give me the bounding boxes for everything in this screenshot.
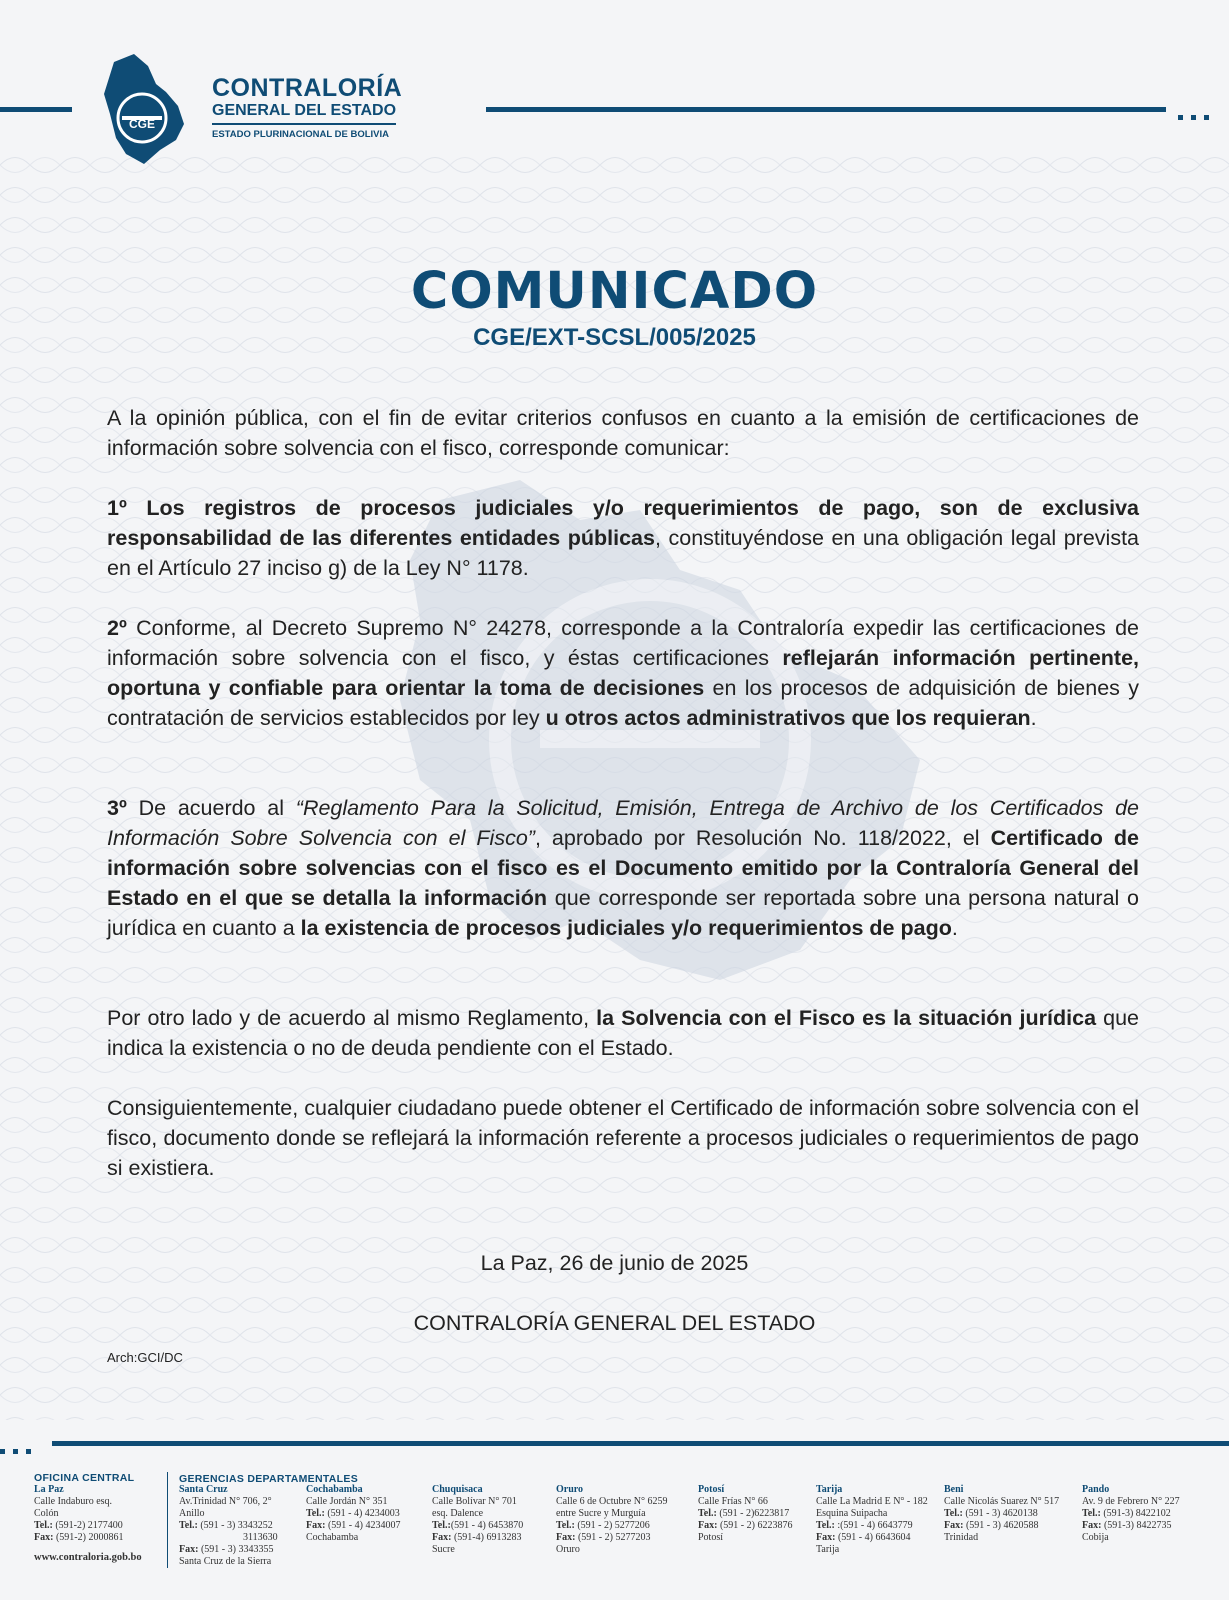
header-rule-left <box>0 107 72 112</box>
office-address-1: Calle 6 de Octubre N° 6259 <box>556 1496 668 1507</box>
central-office-address-2: Colón <box>34 1508 59 1519</box>
fax-label: Fax: <box>944 1520 964 1531</box>
office-place: Sucre <box>432 1544 455 1555</box>
point-2-number: 2º <box>107 616 127 640</box>
document-title: COMUNICADO <box>410 262 819 321</box>
point-2-bold-b: u otros actos administrativos que los requieran <box>545 706 1031 730</box>
office-tel: (591 - 3) 4620138 <box>962 1508 1038 1519</box>
office-chuquisaca <box>432 1484 554 1556</box>
intro-text: A la opinión pública, con el fin de evitar criterios confusos en cuanto a la emisión de certificaciones de información sobre solvencia con el fisco, corresponde comunicar: <box>107 406 1139 460</box>
brand-name-line2: GENERAL DEL ESTADO <box>212 102 397 119</box>
office-fax: (591 - 2) 5277203 <box>575 1532 651 1543</box>
office-cochabamba <box>306 1484 428 1544</box>
solvency-text-a: Por otro lado y de acuerdo al mismo Reglamento, <box>107 1006 597 1030</box>
tel-label: Tel.: <box>556 1520 575 1531</box>
office-address-1: Calle Nicolás Suarez N° 517 <box>944 1496 1060 1507</box>
office-address-2: Anillo <box>179 1508 205 1519</box>
point-1-text: , constituyéndose en una obligación legal prevista en el Artículo 27 inciso g) de la Ley N° 1178. <box>107 526 1139 580</box>
office-address-2: esq. Dalence <box>432 1508 484 1519</box>
tel-label: Tel.: <box>1082 1508 1101 1519</box>
office-place: Oruro <box>556 1544 580 1555</box>
office-address-1: Av. 9 de Febrero N° 227 <box>1082 1496 1180 1507</box>
office-fax: (591 - 4) 6643604 <box>835 1532 911 1543</box>
document-date: La Paz, 26 de junio de 2025 <box>480 1251 749 1275</box>
footer-dots <box>0 1441 39 1446</box>
archive-code: Arch:GCI/DC <box>107 1350 183 1365</box>
tel-label: Tel.: <box>698 1508 717 1519</box>
office-city: Pando <box>1082 1484 1110 1495</box>
fax-label: Fax: <box>306 1520 326 1531</box>
paragraph-intro <box>107 403 1139 463</box>
header-rule-right <box>486 107 1166 112</box>
office-address-1: Calle La Madrid E N° - 182 <box>816 1496 928 1507</box>
office-address-1: Calle Frías N° 66 <box>698 1496 768 1507</box>
office-city: Cochabamba <box>306 1484 363 1495</box>
fax-label: Fax: <box>1082 1520 1102 1531</box>
brand-name-line1: CONTRALORÍA <box>212 74 403 102</box>
office-tel: (591 - 4) 6453870 <box>450 1520 524 1531</box>
office-fax: (591 - 3) 3343355 <box>198 1544 274 1555</box>
point-3-text-d: . <box>951 916 958 940</box>
fax-label: Fax: <box>179 1544 199 1555</box>
conclusion-text: Consiguientemente, cualquier ciudadano puede obtener el Certificado de información sobre solvencia con el fisco, documento donde se reflejará la información referente a procesos judiciales o requerimientos de pago si existiera. <box>107 1096 1139 1180</box>
paragraph-solvency <box>107 1003 1139 1063</box>
point-2-text-a: Conforme, al Decreto Supremo N° 24278, corresponde a la Contraloría expedir las certificaciones de información sobre solvencia con el fisco, y éstas certificaciones <box>107 616 1139 670</box>
signature-organization: CONTRALORÍA GENERAL DEL ESTADO <box>413 1311 816 1335</box>
brand-block <box>212 74 402 140</box>
point-3-text-b: , aprobado por Resolución No. 118/2022, el <box>534 826 991 850</box>
office-santa-cruz <box>179 1484 301 1568</box>
point-3-bold-a: Certificado de información sobre solvencias con el fisco es el Documento emitido por la Contraloría General del Estado en el que se detalla la información <box>107 826 1139 910</box>
office-city: Tarija <box>816 1484 843 1495</box>
office-tel-extra: 3113630 <box>243 1532 278 1543</box>
office-address-2: entre Sucre y Murguía <box>556 1508 646 1519</box>
footer-rule <box>52 1441 1229 1446</box>
footer-divider <box>167 1472 168 1568</box>
office-fax: (591 - 4) 4234007 <box>325 1520 401 1531</box>
office-place: Santa Cruz de la Sierra <box>179 1556 272 1567</box>
point-3-text-a: De acuerdo al <box>126 796 296 820</box>
office-place: Potosí <box>698 1532 724 1543</box>
fax-label: Fax: <box>816 1532 836 1543</box>
office-place: Cobija <box>1082 1532 1109 1543</box>
office-fax: (591-3) 8422735 <box>1101 1520 1172 1531</box>
point-2-text-c: . <box>1030 706 1037 730</box>
office-city: Chuquisaca <box>432 1484 483 1495</box>
brand-rule <box>212 123 396 125</box>
office-fax: (591 - 2) 6223876 <box>717 1520 793 1531</box>
paragraph-point-3 <box>107 793 1139 943</box>
central-tel-label: Tel.: <box>34 1520 53 1531</box>
point-1-bold-text: Los registros de procesos judiciales y/o requerimientos de pago, son de exclusiva responsabilidad de las diferentes entidades públicas <box>107 496 1139 550</box>
point-3-regulation-title: “Reglamento Para la Solicitud, Emisión, Entrega de Archivo de los Certificados de Información Sobre Solvencia con el Fisco” <box>107 796 1139 850</box>
point-3-number: 3º <box>107 796 127 820</box>
office-place: Tarija <box>816 1544 840 1555</box>
office-place: Cochabamba <box>306 1532 359 1543</box>
document-reference: CGE/EXT-SCSL/005/2025 <box>473 324 756 351</box>
paragraph-point-2 <box>107 613 1139 733</box>
tel-label: Tel.: <box>432 1520 451 1531</box>
point-3-bold-b: la existencia de procesos judiciales y/o requerimientos de pago <box>300 916 952 940</box>
office-pando <box>1082 1484 1222 1544</box>
office-address-1: Calle Bolívar N° 701 <box>432 1496 517 1507</box>
tel-label: Tel.: <box>944 1508 963 1519</box>
point-3-text-c: que corresponde ser reportada sobre una persona natural o jurídica en cuanto a <box>107 886 1140 940</box>
office-address-1: Calle Jordán N° 351 <box>306 1496 388 1507</box>
central-office-heading: OFICINA CENTRAL <box>34 1472 135 1484</box>
tel-label: Tel.: <box>306 1508 325 1519</box>
office-tel: :(591 - 4) 6643779 <box>834 1520 913 1531</box>
solvency-bold: la Solvencia con el Fisco es la situación jurídica <box>596 1006 1097 1030</box>
logo-text: CGE <box>128 117 156 131</box>
office-place: Trinidad <box>944 1532 979 1543</box>
fax-label: Fax: <box>556 1532 576 1543</box>
header-dots <box>1178 107 1229 112</box>
office-tel: (591 - 3) 3343252 <box>197 1520 273 1531</box>
central-fax-label: Fax: <box>34 1532 54 1543</box>
office-fax: (591 - 3) 4620588 <box>963 1520 1039 1531</box>
footer-central-office <box>34 1472 164 1544</box>
point-2-text-b: en los procesos de adquisición de bienes y contratación de servicios establecidos por ley <box>107 676 1139 730</box>
paragraph-conclusion <box>107 1093 1139 1183</box>
office-city: Potosí <box>698 1484 725 1495</box>
solvency-text-b: que indica la existencia o no de deuda pendiente con el Estado. <box>107 1006 1139 1060</box>
fax-label: Fax: <box>432 1532 452 1543</box>
fax-label: Fax: <box>698 1520 718 1531</box>
office-address-2: Esquina Suipacha <box>816 1508 888 1519</box>
tel-label: Tel.: <box>816 1520 835 1531</box>
office-oruro <box>556 1484 694 1556</box>
office-city: Santa Cruz <box>179 1484 228 1495</box>
office-tel: (591-3) 8422102 <box>1100 1508 1171 1519</box>
office-tel: (591 - 2)6223817 <box>716 1508 790 1519</box>
central-tel: (591-2) 2177400 <box>52 1520 123 1531</box>
office-tel: (591 - 4) 4234003 <box>324 1508 400 1519</box>
office-tel: (591 - 2) 5277206 <box>574 1520 650 1531</box>
point-2-bold-a: reflejarán información pertinente, oportuna y confiable para orientar la toma de decisiones <box>107 646 1139 700</box>
cge-logo-icon <box>104 54 184 164</box>
departmental-offices-heading: GERENCIAS DEPARTAMENTALES <box>179 1473 359 1485</box>
central-office-address-1: Calle Indaburo esq. <box>34 1496 113 1507</box>
paragraph-point-1 <box>107 493 1139 583</box>
office-address-1: Av.Trinidad N° 706, 2° <box>179 1496 272 1507</box>
brand-name-line3: ESTADO PLURINACIONAL DE BOLIVIA <box>212 129 389 140</box>
office-city: Beni <box>944 1484 964 1495</box>
website-link[interactable]: www.contraloria.gob.bo <box>34 1552 142 1563</box>
office-beni <box>944 1484 1080 1544</box>
office-city: Oruro <box>556 1484 584 1495</box>
tel-label: Tel.: <box>179 1520 198 1531</box>
central-office-city: La Paz <box>34 1484 64 1495</box>
office-fax: (591-4) 6913283 <box>451 1532 522 1543</box>
office-potosi <box>698 1484 816 1544</box>
office-tarija <box>816 1484 944 1556</box>
point-1-number: 1º <box>107 496 127 520</box>
central-fax: (591-2) 2000861 <box>53 1532 124 1543</box>
